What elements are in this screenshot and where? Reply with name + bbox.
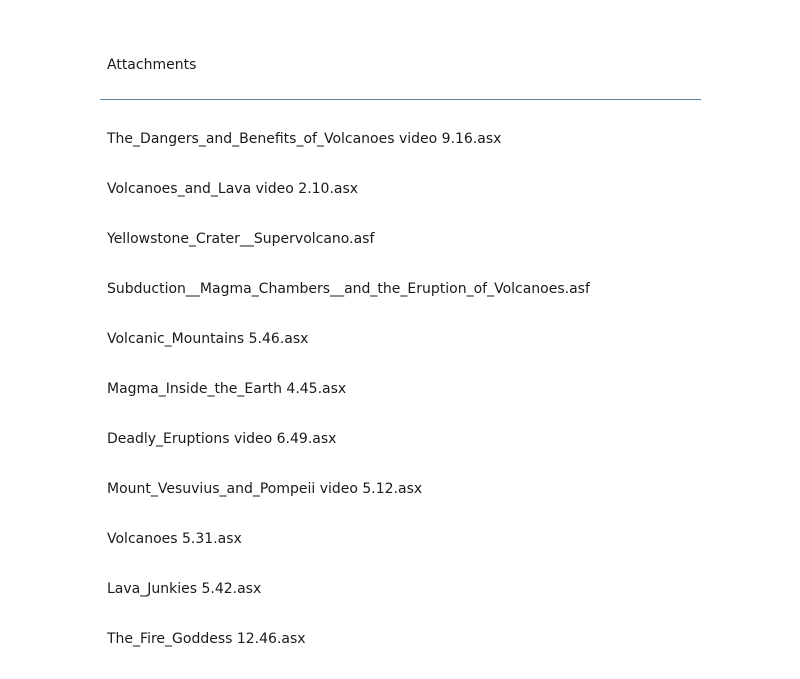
attachment-item[interactable]: Mount_Vesuvius_and_Pompeii video 5.12.asx (107, 481, 423, 497)
attachments-heading: Attachments (107, 57, 197, 73)
attachment-item[interactable]: The_Dangers_and_Benefits_of_Volcanoes video 9.16.asx (107, 131, 502, 147)
attachment-item[interactable]: Lava_Junkies 5.42.asx (107, 581, 262, 597)
attachment-item[interactable]: Subduction__Magma_Chambers__and_the_Eruption_of_Volcanoes.asf (107, 281, 590, 297)
heading-divider (100, 99, 701, 100)
attachment-item[interactable]: Volcanic_Mountains 5.46.asx (107, 331, 309, 347)
attachment-item[interactable]: Yellowstone_Crater__Supervolcano.asf (107, 231, 375, 247)
attachment-item[interactable]: Volcanoes 5.31.asx (107, 531, 242, 547)
attachment-item[interactable]: Deadly_Eruptions video 6.49.asx (107, 431, 337, 447)
attachment-item[interactable]: The_Fire_Goddess 12.46.asx (107, 631, 306, 647)
attachment-item[interactable]: Volcanoes_and_Lava video 2.10.asx (107, 181, 359, 197)
attachment-list (107, 129, 590, 679)
attachment-item[interactable]: Magma_Inside_the_Earth 4.45.asx (107, 381, 347, 397)
